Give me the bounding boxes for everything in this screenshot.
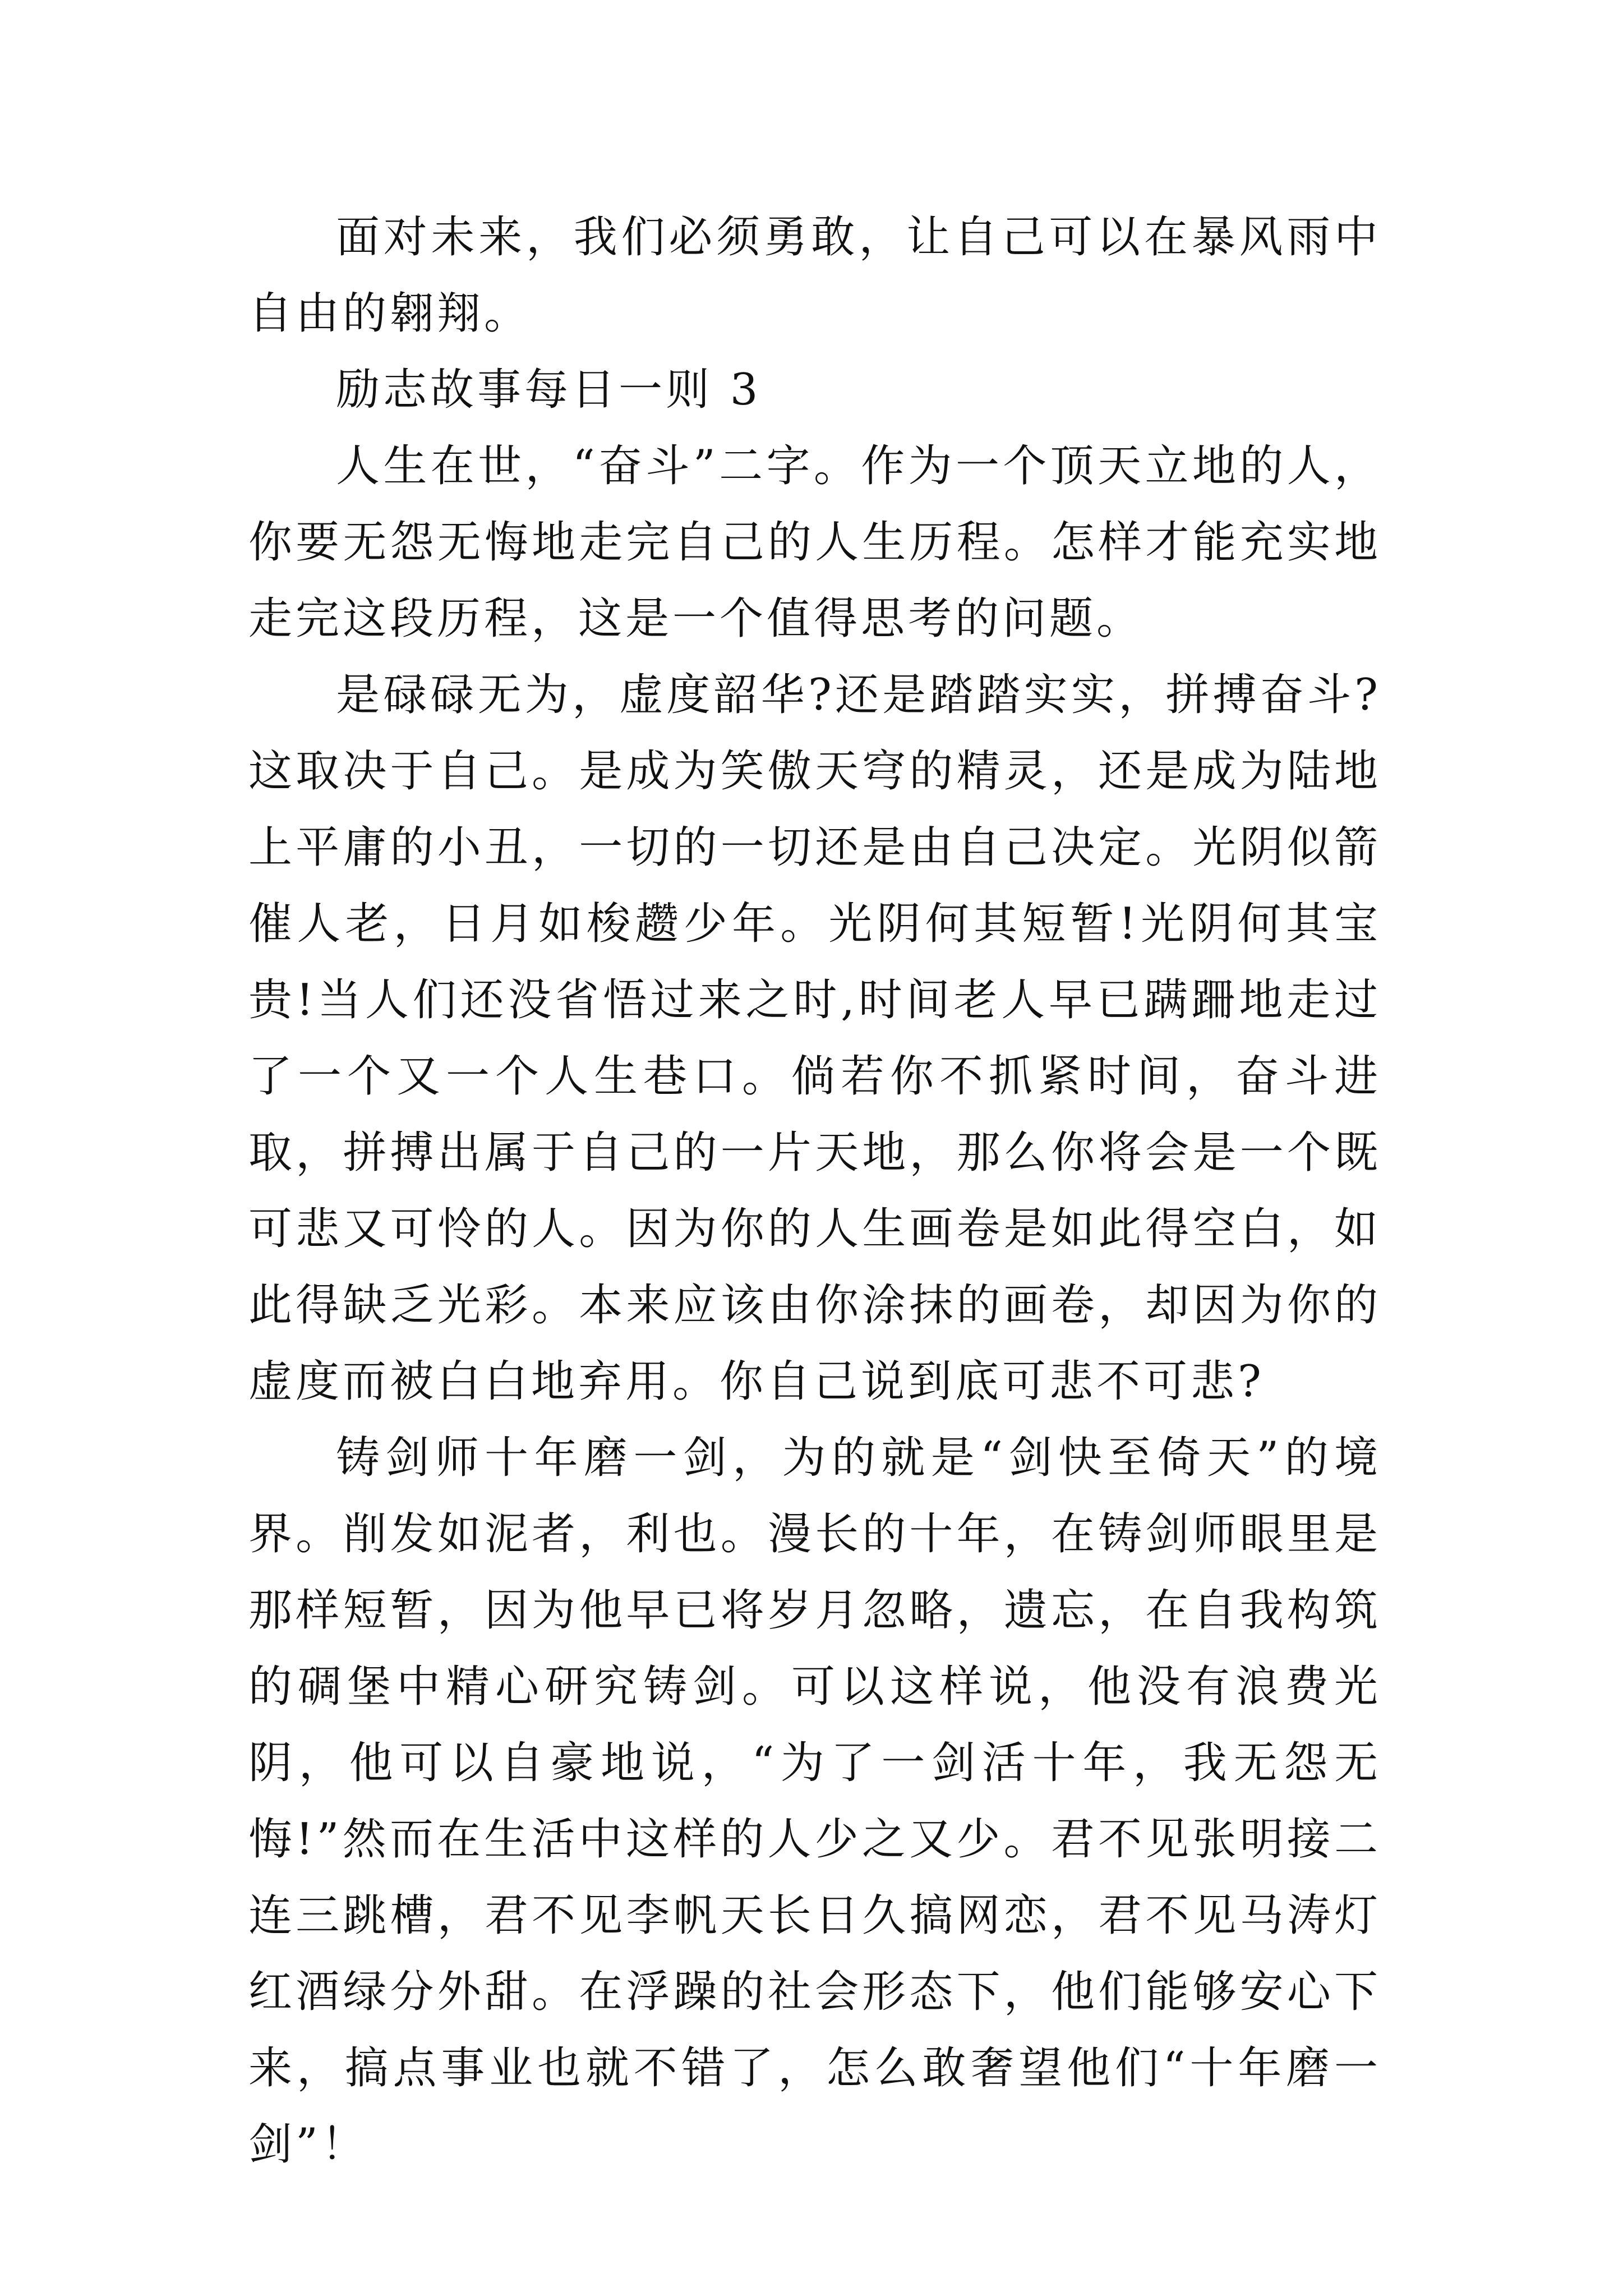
paragraph-intro: 面对未来，我们必须勇敢，让自己可以在暴风雨中自由的翱翔。	[248, 212, 1381, 339]
paragraph-2: 是碌碌无为，虚度韶华?还是踏踏实实，拼搏奋斗?这取决于自己。是成为笑傲天穹的精灵，还是成为陆地上平庸的小丑，一切的一切还是由自己决定。光阴似箭催人老，日月如梭趱少年。光阴何其短暂!光阴何其宝贵!当人们还没省悟过来之时,时间老人早已蹒跚地走过了一个又一个人生巷口。倘若你不抓紧时间，奋斗进取，拼搏出属于自己的一片天地，那么你将会是一个既可悲又可怜的人。因为你的人生画卷是如此得空白，如此得缺乏光彩。本来应该由你涂抹的画卷，却因为你的虚度而被白白地弃用。你自己说到底可悲不可悲?	[248, 670, 1381, 1407]
paragraph-3: 铸剑师十年磨一剑，为的就是“剑快至倚天”的境界。削发如泥者，利也。漫长的十年，在铸剑师眼里是那样短暂，因为他早已将岁月忽略，遗忘，在自我构筑的碉堡中精心研究铸剑。可以这样说，他没有浪费光阴，他可以自豪地说，“为了一剑活十年，我无怨无悔!”然而在生活中这样的人少之又少。君不见张明接二连三跳槽，君不见李帆天长日久搞网恋，君不见马涛灯红酒绿分外甜。在浮躁的社会形态下，他们能够安心下来，搞点事业也就不错了，怎么敢奢望他们“十年磨一剑”！	[248, 1433, 1381, 2170]
paragraph-1: 人生在世，“奋斗”二字。作为一个顶天立地的人，你要无怨无悔地走完自己的人生历程。怎样才能充实地走完这段历程，这是一个值得思考的问题。	[248, 441, 1381, 644]
section-heading: 励志故事每日一则 3	[336, 365, 762, 415]
body-text	[248, 199, 1381, 2183]
